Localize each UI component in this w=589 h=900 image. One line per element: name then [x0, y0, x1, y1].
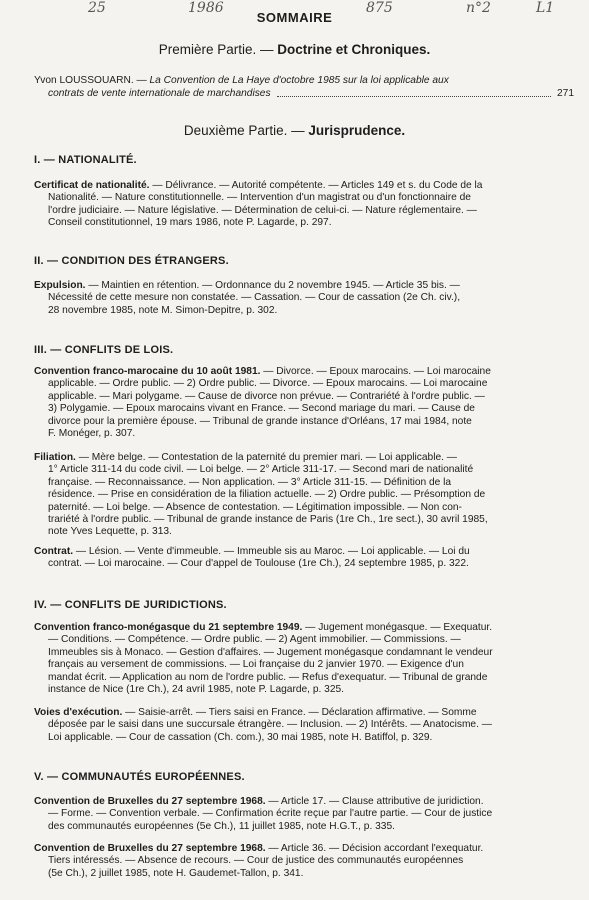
entry-title: La Convention de La Haye d'octobre 1985 sur la loi applicable aux [149, 75, 449, 86]
entry-text: Conseil constitutionnel, 19 mars 1986, note P. Lagarde, p. 297. [48, 217, 332, 229]
entry-text: divorce pour la première épouse. — Tribunal de grande instance d'Orléans, 17 mai 1984, note [48, 415, 472, 427]
entry-text: — Article 17. — Clause attributive de juridiction. [265, 796, 484, 807]
section-heading: III. — CONFLITS DE LOIS. [34, 344, 174, 356]
entry-text: note Yves Lequette, p. 313. [48, 526, 172, 538]
jurisprudence-entry [34, 707, 577, 744]
entry-text: Tiers intéressés. — Absence de recours. — Cour de justice des communautés européennes [48, 855, 464, 867]
entry-head: Convention franco-monégasque du 21 septembre 1949. [34, 622, 303, 633]
entry-text: — Forme. — Convention verbale. — Confirmation écrite reçue par l'autre partie. — Cour de justice [48, 808, 493, 820]
entry-text: français au versement de commissions. — Loi française du 2 janvier 1970. — Exigence d'un [48, 659, 464, 671]
entry-text: — Maintien en rétention. — Ordonnance du 2 novembre 1945. — Article 35 bis. — [85, 280, 460, 291]
entry-text: des communautés européennes (5e Ch.), 11 juillet 1985, note H.G.T., p. 335. [48, 820, 395, 832]
handwritten-note: 1986 [188, 0, 224, 16]
entry-text: applicable. — Mari polygame. — Cause de divorce non prévue. — Contrariété à l'ordre public. — [48, 390, 485, 402]
page-title: SOMMAIRE [256, 10, 333, 25]
section-heading: II. — CONDITION DES ÉTRANGERS. [34, 255, 229, 267]
entry-head: Expulsion. [34, 280, 86, 291]
entry-text: instance de Nice (1re Ch.), 24 avril 1985, note P. Lagarde, p. 325. [48, 684, 344, 696]
handwritten-note: L1 [536, 0, 555, 16]
entry-text: Nationalité. — Nature constitutionnelle. — Intervention d'un magistrat ou d'un fonctionnaire de [48, 192, 471, 204]
entry-text: résidence. — Prise en considération de la filiation actuelle. — 2) Ordre public. — Présomption de [48, 489, 486, 501]
entry-text: 3) Polygamie. — Epoux marocains vivant en France. — Second mariage du mari. — Cause de [48, 403, 475, 415]
entry-text: — Conditions. — Compétence. — Ordre public. — 2) Agent immobilier. — Commissions. — [48, 634, 461, 646]
handwritten-note: n°2 [466, 0, 491, 16]
entry-text: contrat. — Loi marocaine. — Cour d'appel de Toulouse (1re Ch.), 24 septembre 1985, p. 322. [48, 558, 469, 570]
part-prefix: Deuxième Partie. — [183, 123, 309, 138]
entry-text: déposée par le saisi dans une succursale étrangère. — Inclusion. — 2) Intérêts. — Anatocisme. — [48, 719, 492, 731]
part-name: Doctrine et Chroniques. [277, 42, 431, 57]
handwritten-note: 25 [88, 0, 106, 16]
entry-text: Nécessité de cette mesure non constatée. — Cassation. — Cour de cassation (2e Ch. civ.), [48, 292, 461, 304]
entry-text: — Saisie-arrêt. — Tiers saisi en France. — Déclaration affirmative. — Somme [122, 707, 477, 718]
entry-head: Convention franco-marocaine du 10 août 1981. [34, 366, 261, 377]
entry-text: Loi applicable. — Cour de cassation (Ch. com.), 30 mai 1985, note H. Batiffol, p. 329. [48, 731, 433, 743]
entry-head: Contrat. [34, 546, 74, 557]
entry-text: mandat écrit. — Application au nom de l'ordre public. — Refus d'exequatur. — Tribunal de grande [48, 671, 488, 683]
entry-head: Certificat de nationalité. [34, 180, 150, 191]
entry-text: — Jugement monégasque. — Exequatur. [302, 622, 493, 633]
entry-text: — Divorce. — Epoux marocains. — Loi marocaine [260, 366, 491, 377]
jurisprudence-entry [34, 622, 577, 696]
entry-head: Convention de Bruxelles du 27 septembre 1968. [34, 843, 266, 854]
entry-text: trariété à l'ordre public. — Tribunal de grande instance de Paris (1re Ch., 1re sect.), 30 avril 1985, [48, 514, 488, 526]
entry-text: applicable. — Ordre public. — 2) Ordre public. — Divorce. — Epoux marocains. — Loi marocaine [48, 378, 488, 390]
section-heading: I. — NATIONALITÉ. [34, 154, 137, 166]
entry-author: Yvon LOUSSOUARN. — [34, 75, 147, 86]
section-heading: V. — COMMUNAUTÉS EUROPÉENNES. [34, 771, 245, 783]
jurisprudence-entry [34, 796, 577, 833]
entry-text: — Lésion. — Vente d'immeuble. — Immeuble sis au Maroc. — Loi applicable. — Loi du [73, 546, 470, 557]
entry-page: 271 [557, 87, 574, 99]
entry-text: Immeubles sis à Monaco. — Gestion d'affaires. — Jugement monégasque condamnant le vendeur [48, 646, 493, 658]
entry-text: paternité. — Loi belge. — Absence de contestation. — Légitimation impossible. — Non con- [48, 501, 462, 513]
entry-text: française. — Reconnaissance. — Non application. — 3° Article 311-15. — Définition de la [48, 476, 452, 488]
entry-text: — Article 36. — Décision accordant l'exequatur. [265, 843, 484, 854]
jurisprudence-entry [34, 180, 577, 230]
part-name: Jurisprudence. [308, 123, 406, 138]
jurisprudence-entry [34, 366, 577, 440]
jurisprudence-entry [34, 280, 577, 317]
part-prefix: Première Partie. — [158, 42, 278, 57]
entry-text: 1° Article 311-14 du code civil. — Loi belge. — 2° Article 311-17. — Second mari de nationalité [48, 464, 474, 476]
jurisprudence-entry [34, 843, 577, 880]
section-heading: IV. — CONFLITS DE JURIDICTIONS. [34, 599, 227, 611]
entry-text: (5e Ch.), 2 juillet 1985, note H. Gaudemet-Tallon, p. 341. [48, 867, 304, 879]
entry-head: Convention de Bruxelles du 27 septembre 1968. [34, 796, 266, 807]
handwritten-note: 875 [366, 0, 393, 16]
entry-text: — Mère belge. — Contestation de la paternité du premier mari. — Loi applicable. — [75, 452, 457, 463]
entry-text: l'ordre judiciaire. — Nature législative. — Détermination de celui-ci. — Nature réglementaire. — [48, 204, 477, 216]
entry-head: Voies d'exécution. [34, 707, 123, 718]
entry-head: Filiation. [34, 452, 76, 463]
jurisprudence-entry [34, 452, 577, 539]
entry-text: 28 novembre 1985, note M. Simon-Depitre, p. 302. [48, 304, 278, 316]
entry-text: F. Monéger, p. 307. [48, 428, 136, 440]
entry-text: — Délivrance. — Autorité compétente. — Articles 149 et s. du Code de la [149, 180, 483, 191]
toc-entry [34, 75, 574, 100]
part-heading [0, 42, 589, 57]
entry-title-cont: contrats de vente internationale de marchandises [48, 87, 271, 99]
jurisprudence-entry [34, 546, 577, 571]
dot-leader [277, 88, 551, 98]
part-heading [0, 123, 589, 138]
